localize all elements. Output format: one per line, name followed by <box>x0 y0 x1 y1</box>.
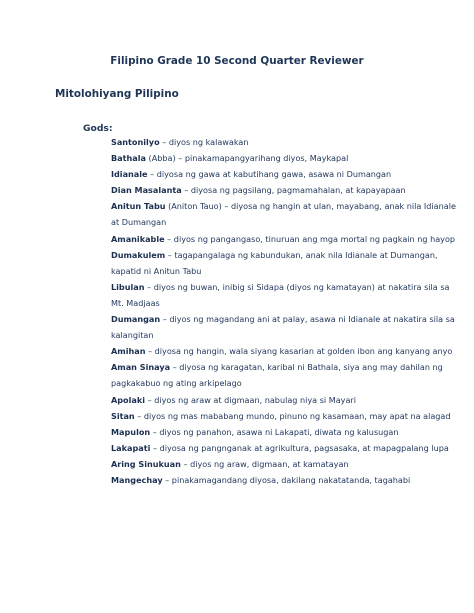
god-description: – diyos ng kalawakan <box>159 137 249 147</box>
gods-subheading: Gods: <box>83 123 113 134</box>
god-name: Bathala <box>111 153 146 164</box>
god-description: – diyosa ng karagatan, karibal ni Bathala, siya ang may dahilan ng pagkakabuo ng ating arkipelago <box>111 362 443 389</box>
god-entry <box>111 182 461 198</box>
god-description: – diyos ng araw at digmaan, nabulag niya si Mayari <box>145 394 356 405</box>
god-name: Aring Sinukuan <box>111 458 181 469</box>
god-description: – diyos ng araw, digmaan, at kamatayan <box>180 458 349 469</box>
god-entry <box>111 311 461 343</box>
god-entry <box>111 247 461 279</box>
god-description: – diyos ng panahon, asawa ni Lakapati, diwata ng kalusugan <box>150 426 399 437</box>
god-description: – diyos ng magandang ani at palay, asawa ni Idianale at nakatira sila sa kalangitan <box>111 314 455 341</box>
god-entry <box>111 456 461 472</box>
god-description: – pinakamapangyarihang diyos, Maykapal <box>175 153 349 164</box>
document-title: Filipino Grade 10 Second Quarter Reviewer <box>110 55 364 67</box>
god-name: Libulan <box>111 281 145 292</box>
god-entry <box>111 440 461 456</box>
god-name: Lakapati <box>111 442 151 453</box>
god-name: Santonilyo <box>111 137 160 147</box>
god-entry <box>111 424 461 440</box>
god-name: Idianale <box>111 169 148 180</box>
god-description: – diyosa ng gawa at kabutihang gawa, asawa ni Dumangan <box>147 169 392 180</box>
god-description: – tagapangalaga ng kabundukan, anak nila Idianale at Dumangan, kapatid ni Anitun Tabu <box>111 249 438 276</box>
god-entry <box>111 279 461 311</box>
gods-list <box>111 134 461 488</box>
god-entry <box>111 166 461 182</box>
god-entry <box>111 231 461 247</box>
god-description: – diyosa ng hangin, wala siyang kasarian at golden ibon ang kanyang anyo <box>145 346 453 357</box>
god-name: Mapulon <box>111 426 151 437</box>
god-entry <box>111 472 461 488</box>
god-entry <box>111 359 461 391</box>
god-alias: (Abba) <box>145 153 176 164</box>
section-heading: Mitolohiyang Pilipino <box>55 88 179 100</box>
god-description: – pinakamagandang diyosa, dakilang nakatatanda, tagahabi <box>162 474 411 485</box>
god-name: Apolaki <box>111 394 146 405</box>
god-name: Dumangan <box>111 314 161 325</box>
god-name: Sitan <box>111 410 135 421</box>
god-description: – diyos ng buwan, inibig si Sidapa (diyos ng kamatayan) at nakatira sila sa Mt. Madjaas <box>111 281 450 308</box>
god-name: Aman Sinaya <box>111 362 171 373</box>
god-description: – diyos ng pangangaso, tinuruan ang mga mortal ng pagkain ng hayop <box>164 233 456 244</box>
god-alias: (Aniton Tauo) <box>165 201 222 212</box>
god-description: – diyosa ng pangnganak at agrikultura, pagsasaka, at mapagpalang lupa <box>150 442 449 453</box>
god-entry <box>111 150 461 166</box>
god-name: Dumakulem <box>111 249 166 260</box>
god-name: Amanikable <box>111 233 165 244</box>
god-description: – diyosa ng hangin at ulan, mayabang, anak nila Idianale at Dumangan <box>111 201 456 228</box>
god-name: Dian Masalanta <box>111 185 182 196</box>
god-description: – diyosa ng pagsilang, pagmamahalan, at kapayapaan <box>181 185 406 196</box>
god-entry <box>111 343 461 359</box>
god-name: Mangechay <box>111 474 163 485</box>
god-name: Anitun Tabu <box>111 201 166 212</box>
god-description: – diyos ng mas mababang mundo, pinuno ng kasamaan, may apat na alagad <box>134 410 451 421</box>
god-entry <box>111 134 461 150</box>
god-name: Amihan <box>111 346 146 357</box>
god-entry <box>111 198 461 230</box>
god-entry <box>111 408 461 424</box>
god-entry <box>111 392 461 408</box>
